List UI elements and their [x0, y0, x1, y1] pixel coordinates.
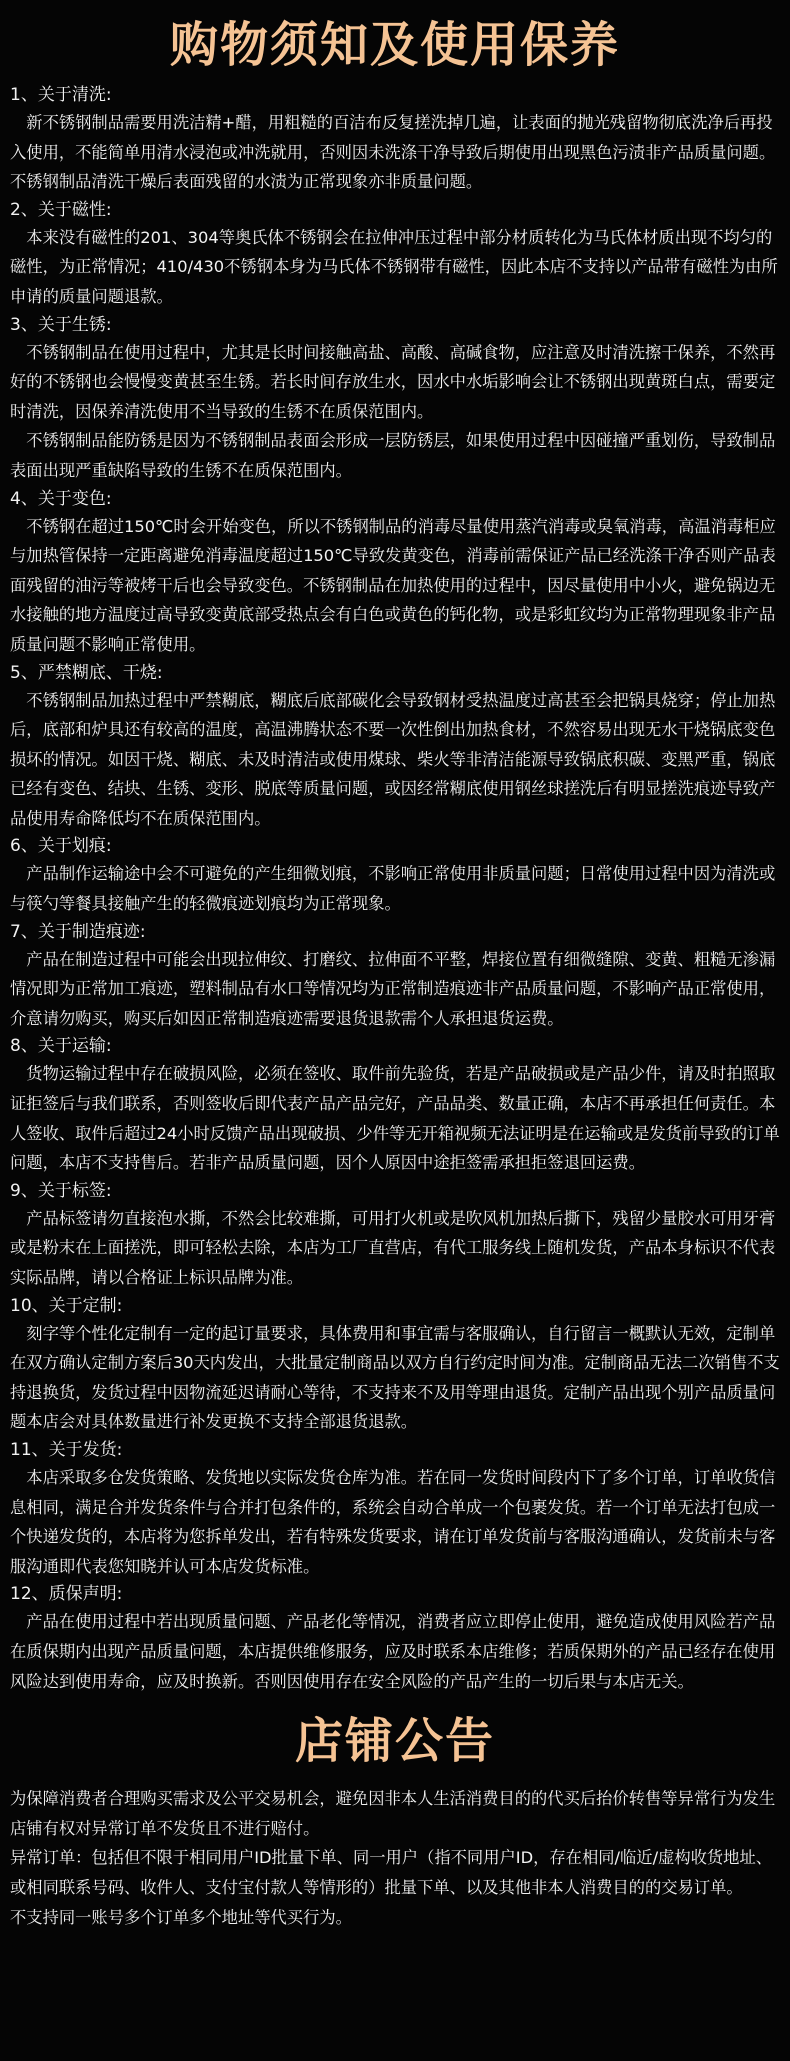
section-paragraph: 产品在制造过程中可能会出现拉伸纹、打磨纹、拉伸面不平整，焊接位置有细微缝隙、变黄、粗糙无渗漏情况即为正常加工痕迹，塑料制品有水口等情况均为正常制造痕迹非产品质量问题，不影响产品正常使用，介意请勿购买，购买后如因正常制造痕迹需要退货退款需个人承担退货运费。 — [10, 949, 776, 1028]
section-heading: 4、关于变色: — [10, 488, 112, 509]
notice-sections — [10, 82, 780, 1696]
section-heading: 12、质保声明: — [10, 1584, 123, 1605]
notice-paragraph: 不支持同一账号多个订单多个地址等代买行为。 — [10, 1907, 352, 1927]
section-paragraph: 产品在使用过程中若出现质量问题、产品老化等情况，消费者应立即停止使用，避免造成使用风险若产品在质保期内出现产品质量问题，本店提供维修服务，应及时联系本店维修；若质保期外的产品已经存在使用风险达到使用寿命，应及时换新。否则因使用存在安全风险的产品产生的一切后果与本店无关。 — [10, 1612, 776, 1691]
section-manufacturing-marks — [10, 919, 780, 1034]
section-paragraph: 产品标签请勿直接泡水撕，不然会比较难撕，可用打火机或是吹风机加热后撕下，残留少量胶水可用牙膏或是粉末在上面搓洗，即可轻松去除，本店为工厂直营店，有代工服务线上随机发货，产品本身标识不代表实际品牌，请以合格证上标识品牌为准。 — [10, 1208, 776, 1287]
section-paragraph: 不锈钢制品能防锈是因为不锈钢制品表面会形成一层防锈层，如果使用过程中因碰撞严重划伤，导致制品表面出现严重缺陷导致的生锈不在质保范围内。 — [10, 431, 776, 480]
section-heading: 9、关于标签: — [10, 1180, 112, 1201]
section-warranty — [10, 1581, 780, 1696]
section-customization — [10, 1293, 780, 1437]
section-paragraph: 产品制作运输途中会不可避免的产生细微划痕，不影响正常使用非质量问题；日常使用过程中因为清洗或与筷勺等餐具接触产生的轻微痕迹划痕均为正常现象。 — [10, 864, 776, 914]
section-magnetism — [10, 197, 780, 312]
section-heading: 8、关于运输: — [10, 1036, 112, 1057]
section-shipping — [10, 1033, 780, 1177]
section-labels — [10, 1178, 780, 1293]
store-notice — [10, 1784, 780, 1932]
notice-paragraph: 为保障消费者合理购买需求及公平交易机会，避免因非本人生活消费目的的代买后抬价转售等异常行为发生店铺有权对异常订单不发货且不进行赔付。 — [10, 1789, 776, 1838]
section-paragraph: 货物运输过程中存在破损风险，必须在签收、取件前先验货，若是产品破损或是产品少件，请及时拍照取证拒签后与我们联系，否则签收后即代表产品产品完好，产品品类、数量正确，本店不再承担任何责任。本人签收、取件后超过24小时反馈产品出现破损、少件等无开箱视频无法证明是在运输或是发货前导致的订单问题，本店不支持售后。若非产品质量问题，因个人原因中途拒签需承担拒签退回运费。 — [10, 1064, 780, 1173]
store-notice-title: 店铺公告 — [294, 1713, 495, 1770]
section-paragraph: 刻字等个性化定制有一定的起订量要求，具体费用和事宜需与客服确认，自行留言一概默认无效，定制单在双方确认定制方案后30天内发出，大批量定制商品以双方自行约定时间为准。定制商品无法二次销售不支持退换货，发货过程中因物流延迟请耐心等待，不支持来不及用等理由退货。定制产品出现个别产品质量问题本店会对具体数量进行补发更换不支持全部退货退款。 — [10, 1323, 780, 1432]
section-heading: 10、关于定制: — [10, 1295, 123, 1316]
section-discoloration — [10, 486, 780, 660]
section-heading: 2、关于磁性: — [10, 199, 112, 220]
section-scratches — [10, 833, 780, 918]
page-title: 购物须知及使用保养 — [169, 17, 620, 73]
notice-paragraph: 异常订单：包括但不限于相同用户ID批量下单、同一用户（指不同用户ID，存在相同/临近/虚构收货地址、或相同联系号码、收件人、支付宝付款人等情形的）批量下单、以及其他非本人消费目的的交易订单。 — [10, 1848, 773, 1897]
section-heading: 5、严禁糊底、干烧: — [10, 662, 163, 683]
section-heading: 7、关于制造痕迹: — [10, 921, 146, 942]
section-paragraph: 不锈钢在超过150℃时会开始变色，所以不锈钢制品的消毒尽量使用蒸汽消毒或臭氧消毒，高温消毒柜应与加热管保持一定距离避免消毒温度超过150℃导致发黄变色，消毒前需保证产品已经洗涤干净否则产品表面残留的油污等被烤干后也会导致变色。不锈钢制品在加热使用的过程中，因尽量使用中小火，避免锅边无水接触的地方温度过高导致变黄底部受热点会有白色或黄色的钙化物，或是彩虹纹均为正常物理现象非产品质量问题不影响正常使用。 — [10, 516, 776, 654]
section-paragraph: 本店采取多仓发货策略、发货地以实际发货仓库为准。若在同一发货时间段内下了多个订单，订单收货信息相同，满足合并发货条件与合并打包条件的，系统会自动合单成一个包裹发货。若一个订单无法打包成一个快递发货的，本店将为您拆单发出，若有特殊发货要求，请在订单发货前与客服沟通确认，发货前未与客服沟通即代表您知晓并认可本店发货标准。 — [10, 1467, 776, 1576]
section-paragraph: 不锈钢制品加热过程中严禁糊底，糊底后底部碳化会导致钢材受热温度过高甚至会把锅具烧穿；停止加热后，底部和炉具还有较高的温度，高温沸腾状态不要一次性倒出加热食材，不然容易出现无水干烧锅底变色损坏的情况。如因干烧、糊底、未及时清洁或使用煤球、柴火等非清洁能源导致锅底积碳、变黑严重，锅底已经有变色、结块、生锈、变形、脱底等质量问题，或因经常糊底使用钢丝球搓洗后有明显搓洗痕迹导致产品使用寿命降低均不在质保范围内。 — [10, 690, 776, 828]
section-cleaning — [10, 82, 780, 197]
section-paragraph: 不锈钢制品在使用过程中，尤其是长时间接触高盐、高酸、高碱食物，应注意及时清洗擦干保养，不然再好的不锈钢也会慢慢变黄甚至生锈。若长时间存放生水，因水中水垢影响会让不锈钢出现黄斑白点，需要定时清洗，因保养清洗使用不当导致的生锈不在质保范围内。 — [10, 342, 776, 421]
section-paragraph: 本来没有磁性的201、304等奥氏体不锈钢会在拉伸冲压过程中部分材质转化为马氏体材质出现不均匀的磁性，为正常情况；410/430不锈钢本身为马氏体不锈钢带有磁性，因此本店不支持以产品带有磁性为由所申请的质量问题退款。 — [10, 227, 778, 306]
section-dry-burn — [10, 660, 780, 834]
section-delivery — [10, 1437, 780, 1581]
section-heading: 1、关于清洗: — [10, 85, 112, 105]
section-heading: 11、关于发货: — [10, 1439, 123, 1460]
section-heading: 6、关于划痕: — [10, 836, 112, 857]
section-rust — [10, 312, 780, 486]
section-paragraph: 新不锈钢制品需要用洗洁精+醋，用粗糙的百洁布反复搓洗掉几遍，让表面的抛光残留物彻底洗净后再投入使用，不能简单用清水浸泡或冲洗就用，否则因未洗涤干净导致后期使用出现黑色污渍非产品质量问题。不锈钢制品清洗干燥后表面残留的水渍为正常现象亦非质量问题。 — [10, 113, 776, 192]
section-heading: 3、关于生锈: — [10, 314, 112, 335]
